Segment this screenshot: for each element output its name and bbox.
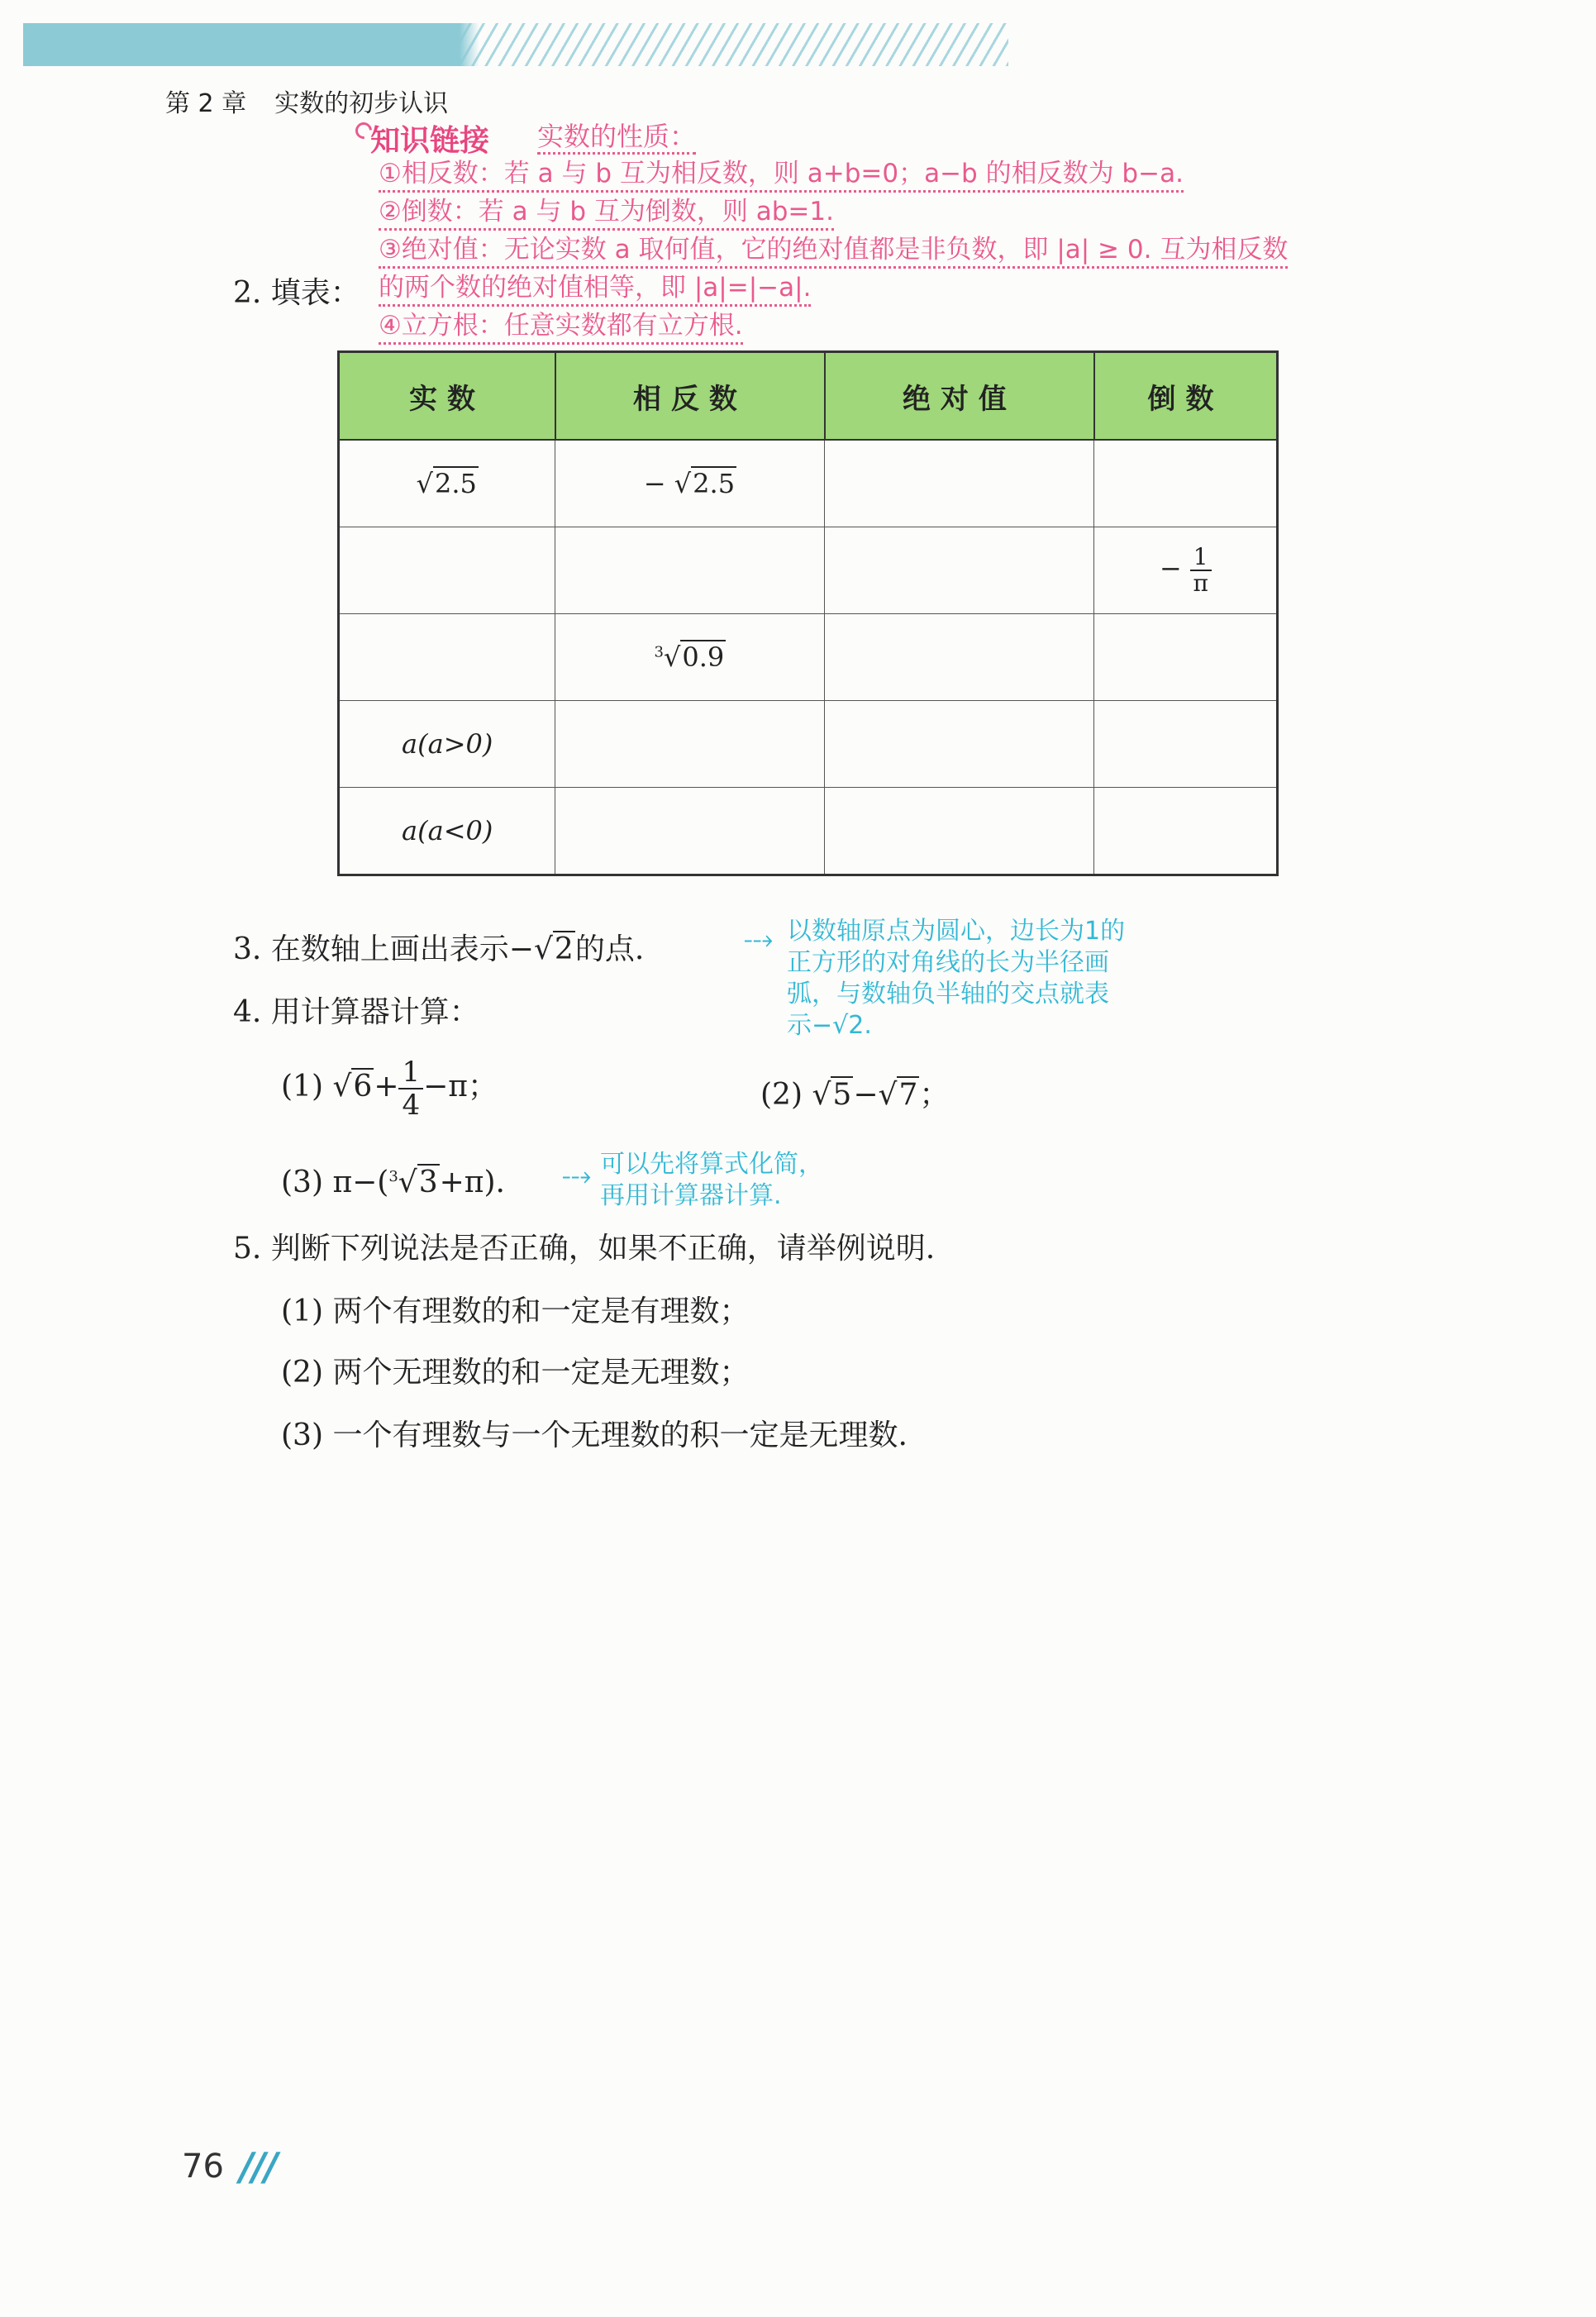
table-row [339,527,1278,614]
page-number: 76 [182,2148,224,2186]
header-real: 实数 [339,352,555,441]
knowledge-line-1: ①相反数：若 a 与 b 互为相反数，则 a+b=0；a−b 的相反数为 b−a. [379,157,1184,193]
table-cell: − $\frac{1}{\pi}$ [1094,527,1278,614]
table-cell-blank[interactable] [1094,701,1278,788]
table-cell-blank[interactable] [339,614,555,701]
table-row [339,701,1278,788]
table-cell-blank[interactable] [825,440,1094,527]
q5-item-2: (2) 两个无理数的和一定是无理数； [281,1356,750,1390]
q2-label: 2. 填表： [233,276,360,310]
chapter-heading [165,83,448,119]
table-row [339,440,1278,527]
arrow-icon: ⤏ [562,1159,592,1192]
q4-label: 4. 用计算器计算： [233,995,479,1029]
table-cell-blank[interactable] [555,527,825,614]
knowledge-link-title: 知识链接 [370,123,490,158]
table-row [339,788,1278,875]
table-cell-blank[interactable] [1094,440,1278,527]
table-cell-blank[interactable] [1094,614,1278,701]
q5-item-3: (3) 一个有理数与一个无理数的积一定是无理数. [281,1418,908,1452]
q4-part3: (3) π−($^3$√3+π). [281,1166,505,1199]
knowledge-line-3: ③绝对值：无论实数 a 取何值，它的绝对值都是非负数，即 |a| ≥ 0. 互为相反数 [379,233,1288,269]
knowledge-line-5: ④立方根：任意实数都有立方根. [379,309,743,345]
q4-part1: (1) √6+ $\frac{1}{4}$ −π； [281,1056,498,1122]
chapter-number: 第 2 章 [165,89,247,118]
arrow-icon: ⤏ [744,923,774,956]
table-row [339,614,1278,701]
table-header-row [339,352,1278,441]
table-cell: $^3$√0.9 [555,614,825,701]
knowledge-line-4: 的两个数的绝对值相等，即 |a|=|−a|. [379,271,811,307]
q5-label: 5. 判断下列说法是否正确，如果不正确，请举例说明. [233,1232,936,1266]
header-stripes [446,23,1008,66]
table-cell-blank[interactable] [1094,788,1278,875]
q4-hint: 可以先将算式化简， 再用计算器计算. [600,1150,823,1210]
table-cell-blank[interactable] [825,527,1094,614]
table-cell: a(a<0) [339,788,555,875]
header-opposite: 相反数 [555,352,825,441]
q3-hint: 以数轴原点为圆心，边长为1的 正方形的对角线的长为半径画 弧，与数轴负半轴的交点就表 示−√2. [787,917,1126,1040]
knowledge-link-subtitle: 实数的性质： [537,120,696,153]
q5-item-1: (1) 两个有理数的和一定是有理数； [281,1294,750,1328]
table-cell-blank[interactable] [825,614,1094,701]
table-cell-blank[interactable] [555,701,825,788]
table-cell-blank[interactable] [555,788,825,875]
knowledge-line-2: ②倒数：若 a 与 b 互为倒数，则 ab=1. [379,195,834,231]
fill-in-table [337,350,1279,876]
table-cell: a(a>0) [339,701,555,788]
table-cell: √2.5 [339,440,555,527]
header-absolute: 绝对值 [825,352,1094,441]
table-cell: − √2.5 [555,440,825,527]
chapter-title: 实数的初步认识 [274,89,449,118]
header-reciprocal: 倒数 [1094,352,1278,441]
table-cell-blank[interactable] [825,788,1094,875]
table-cell-blank[interactable] [339,527,555,614]
q3-text: 3. 在数轴上画出表示−√2的点. [233,932,645,966]
table-cell-blank[interactable] [825,701,1094,788]
q4-part2: (2) √5−√7； [760,1078,950,1112]
page-slashes-icon: /// [240,2144,277,2189]
